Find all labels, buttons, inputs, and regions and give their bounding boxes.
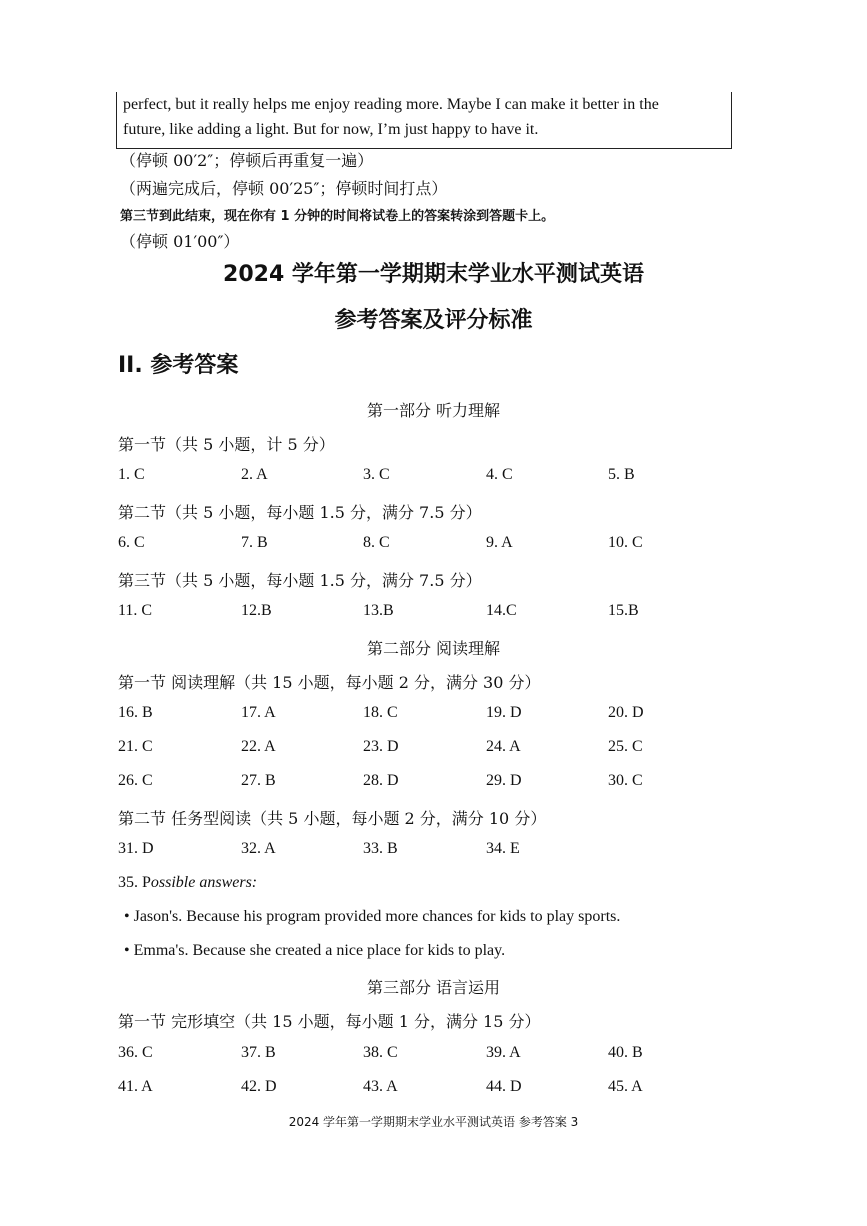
answer-24: 24. A <box>486 738 521 755</box>
possible-answers-label: ossible answers: <box>150 874 258 891</box>
answer-6: 6. C <box>118 534 145 551</box>
answer-39: 39. A <box>486 1044 521 1061</box>
answer-37: 37. B <box>241 1044 276 1061</box>
answer-row <box>118 704 678 726</box>
answer-13: 13.B <box>363 602 394 619</box>
answer-30: 30. C <box>608 772 643 789</box>
answer-43: 43. A <box>363 1078 398 1095</box>
part1-section3-heading: 第三节（共 5 小题，每小题 1.5 分，满分 7.5 分） <box>118 571 482 590</box>
answer-34: 34. E <box>486 840 520 857</box>
answer-27: 27. B <box>241 772 276 789</box>
answer-row <box>118 534 678 556</box>
possible-answer-2: • Emma's. Because she created a nice place for kids to play. <box>124 942 506 959</box>
pause-instruction-3: （停顿 01′00″） <box>120 232 240 251</box>
part3-title: 第三部分 语言运用 <box>366 978 501 997</box>
transcript-box <box>116 92 732 149</box>
answer-15: 15.B <box>608 602 639 619</box>
part3-section1-heading: 第一节 完形填空（共 15 小题，每小题 1 分，满分 15 分） <box>118 1012 541 1031</box>
answer-8: 8. C <box>363 534 390 551</box>
answer-3: 3. C <box>363 466 390 483</box>
answer-row <box>118 1044 678 1066</box>
part2-section1-heading: 第一节 阅读理解（共 15 小题，每小题 2 分，满分 30 分） <box>118 673 541 692</box>
answer-41: 41. A <box>118 1078 153 1095</box>
answer-row <box>118 1078 678 1100</box>
answer-28: 28. D <box>363 772 399 789</box>
answer-17: 17. A <box>241 704 276 721</box>
answer-row <box>118 602 678 624</box>
answer-31: 31. D <box>118 840 154 857</box>
answer-row <box>118 466 678 488</box>
answer-12: 12.B <box>241 602 272 619</box>
answer-14: 14.C <box>486 602 517 619</box>
pause-instruction-2: （两遍完成后，停顿 00′25″；停顿时间打点） <box>120 179 448 198</box>
answer-26: 26. C <box>118 772 153 789</box>
answer-7: 7. B <box>241 534 268 551</box>
answer-25: 25. C <box>608 738 643 755</box>
answer-row <box>118 840 678 862</box>
answer-32: 32. A <box>241 840 276 857</box>
answer-33: 33. B <box>363 840 398 857</box>
answer-10: 10. C <box>608 534 643 551</box>
answer-11: 11. C <box>118 602 153 619</box>
answer-20: 20. D <box>608 704 644 721</box>
answer-9: 9. A <box>486 534 513 551</box>
page-footer: 2024 学年第一学期期末学业水平测试英语 参考答案 3 <box>288 1115 579 1129</box>
answer-16: 16. B <box>118 704 153 721</box>
transcript-line-2: future, like adding a light. But for now, I’m just happy to have it. <box>123 121 539 138</box>
part2-section2-heading: 第二节 任务型阅读（共 5 小题，每小题 2 分，满分 10 分） <box>118 809 547 828</box>
section-heading: II. 参考答案 <box>118 353 239 378</box>
answer-38: 38. C <box>363 1044 398 1061</box>
answer-42: 42. D <box>241 1078 277 1095</box>
answer-row <box>118 772 678 794</box>
transcript-line-1: perfect, but it really helps me enjoy reading more. Maybe I can make it better in the <box>123 96 659 113</box>
answer-21: 21. C <box>118 738 153 755</box>
part1-section2-heading: 第二节（共 5 小题，每小题 1.5 分，满分 7.5 分） <box>118 503 482 522</box>
answer-23: 23. D <box>363 738 399 755</box>
answer-29: 29. D <box>486 772 522 789</box>
question-35-number: 35. P <box>118 874 151 891</box>
answer-36: 36. C <box>118 1044 153 1061</box>
answer-44: 44. D <box>486 1078 522 1095</box>
answer-22: 22. A <box>241 738 276 755</box>
answer-key-title: 参考答案及评分标准 <box>334 308 533 333</box>
part1-section1-heading: 第一节（共 5 小题，计 5 分） <box>118 435 335 454</box>
answer-19: 19. D <box>486 704 522 721</box>
exam-title: 2024 学年第一学期期末学业水平测试英语 <box>223 262 644 287</box>
answer-4: 4. C <box>486 466 513 483</box>
possible-answer-1: • Jason's. Because his program provided more chances for kids to play sports. <box>124 908 621 925</box>
answer-5: 5. B <box>608 466 635 483</box>
answer-45: 45. A <box>608 1078 643 1095</box>
question-35-heading <box>118 874 257 892</box>
part2-title: 第二部分 阅读理解 <box>366 639 501 658</box>
part1-title: 第一部分 听力理解 <box>366 401 501 420</box>
answer-2: 2. A <box>241 466 268 483</box>
answer-1: 1. C <box>118 466 145 483</box>
answer-18: 18. C <box>363 704 398 721</box>
pause-instruction-1: （停顿 00′2″；停顿后再重复一遍） <box>120 151 374 170</box>
answer-40: 40. B <box>608 1044 643 1061</box>
transfer-answers-note: 第三节到此结束，现在你有 1 分钟的时间将试卷上的答案转涂到答题卡上。 <box>120 209 555 224</box>
answer-row <box>118 738 678 760</box>
